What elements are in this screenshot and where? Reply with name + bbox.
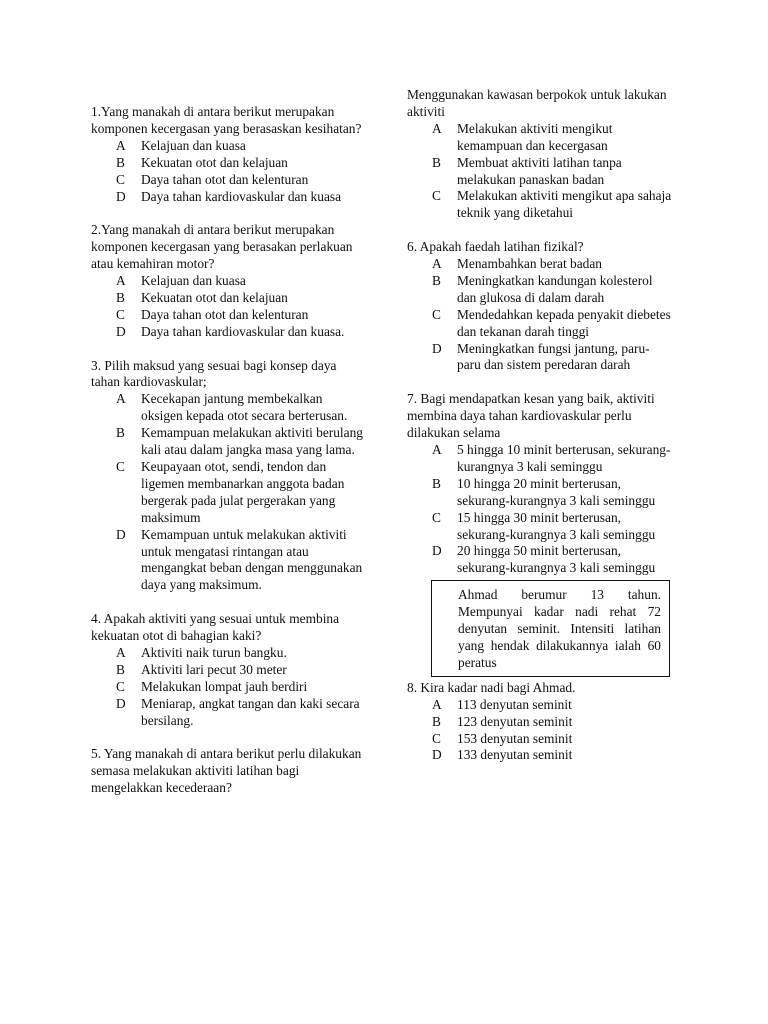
option-a [91, 391, 363, 425]
option-text: Meningkatkan fungsi jantung, paru-paru dan sistem peredaran darah [457, 340, 650, 373]
option-text: Mendedahkan kepada penyakit diebetes dan tekanan darah tinggi [457, 306, 671, 339]
option-b [407, 476, 672, 510]
option-letter: D [116, 188, 126, 204]
option-letter: A [432, 120, 442, 136]
option-text: Melakukan aktiviti mengikut kemampuan dan kecergasan [457, 120, 613, 153]
option-text: Daya tahan kardiovaskular dan kuasa. [141, 323, 345, 339]
option-text: 15 hingga 30 minit berterusan, sekurang-kurangnya 3 kali seminggu [457, 509, 656, 542]
option-letter: C [116, 678, 125, 694]
option-letter: A [432, 696, 442, 712]
question-stem: 1.Yang manakah di antara berikut merupakan komponen kecergasan yang berasaskan kesihatan? [91, 104, 362, 136]
option-text: Menambahkan berat badan [457, 256, 603, 272]
option-letter: D [432, 747, 442, 763]
option-c [407, 307, 672, 341]
option-letter: C [116, 459, 125, 474]
option-d [91, 696, 363, 730]
option-d [91, 527, 363, 595]
option-b [91, 425, 363, 459]
question-stem: 4. Apakah aktiviti yang sesuai untuk membina kekuatan otot di bahagian kaki? [91, 611, 340, 644]
option-text: Kecekapan jantung membekalkan oksigen kepada otot secara berterusan. [141, 391, 348, 424]
option-letter: A [432, 256, 442, 272]
info-box: Ahmad berumur 13 tahun. Mempunyai kadar nadi rehat 72 denyutan seminit. Intensiti latihan yang hendak dilakukannya ialah 60 peratus [431, 580, 670, 677]
option-letter: C [432, 306, 441, 322]
option-text: Kelajuan dan kuasa [141, 137, 246, 153]
question-8 [407, 680, 672, 765]
option-c [91, 307, 363, 324]
option-letter: A [116, 391, 126, 407]
question-stem: 6. Apakah faedah latihan fizikal? [407, 239, 584, 255]
option-c [91, 459, 363, 527]
option-letter: B [432, 272, 441, 288]
option-letter: B [116, 154, 125, 170]
option-text: Kelajuan dan kuasa [141, 273, 246, 289]
option-b [407, 273, 672, 307]
question-4 [91, 611, 363, 729]
option-text: Meningkatkan kandungan kolesterol dan glukosa di dalam darah [457, 272, 653, 305]
option-letter: B [432, 154, 441, 170]
option-c [407, 510, 672, 544]
option-text: 5 hingga 10 minit berterusan, sekurang-kurangnya 3 kali seminggu [457, 442, 671, 474]
question-7 [407, 391, 672, 577]
option-a [91, 273, 363, 290]
option-text: Melakukan lompat jauh berdiri [141, 678, 308, 694]
question-5-option-continuation: Menggunakan kawasan berpokok untuk lakukan aktiviti [407, 87, 667, 119]
option-text: 123 denyutan seminit [457, 713, 573, 729]
option-text: Daya tahan otot dan kelenturan [141, 171, 309, 187]
question-2 [91, 222, 363, 340]
option-a [407, 256, 672, 273]
option-letter: C [116, 306, 125, 322]
option-text: Kekuatan otot dan kelajuan [141, 154, 288, 170]
option-letter: C [432, 188, 441, 204]
option-b [407, 155, 672, 189]
option-text: 10 hingga 20 minit berterusan, sekurang-kurangnya 3 kali seminggu [457, 475, 656, 508]
option-d [407, 341, 672, 375]
option-text: 153 denyutan seminit [457, 730, 573, 746]
option-text: Melakukan aktiviti mengikut apa sahaja teknik yang diketahui [457, 188, 672, 221]
option-a [91, 645, 363, 662]
option-letter: B [432, 713, 441, 729]
option-letter: D [432, 340, 442, 356]
option-letter: C [432, 730, 441, 746]
option-letter: A [116, 273, 126, 289]
option-letter: B [432, 475, 441, 491]
option-a [407, 442, 672, 476]
left-column [91, 104, 363, 814]
question-6 [407, 239, 672, 374]
option-b [91, 662, 363, 679]
option-text: 20 hingga 50 minit berterusan, sekurang-kurangnya 3 kali seminggu [457, 543, 656, 576]
option-letter: D [116, 695, 126, 711]
question-stem: 3. Pilih maksud yang sesuai bagi konsep daya tahan kardiovaskular; [91, 357, 337, 390]
option-text: Kekuatan otot dan kelajuan [141, 289, 288, 305]
question-stem: 7. Bagi mendapatkan kesan yang baik, aktiviti membina daya tahan kardiovaskular perlu dilakukan selama [407, 391, 655, 441]
option-letter: D [116, 526, 126, 542]
option-letter: D [116, 323, 126, 339]
question-5 [91, 746, 363, 797]
option-a [91, 138, 363, 155]
option-letter: B [116, 425, 125, 441]
option-text: Aktiviti lari pecut 30 meter [141, 661, 287, 677]
option-b [407, 714, 672, 731]
option-text: Meniarap, angkat tangan dan kaki secara bersilang. [141, 695, 360, 728]
option-d [407, 543, 672, 577]
option-text: Keupayaan otot, sendi, tendon dan ligemen membanarkan anggota badan bergerak pada julat pergerakan yang maksimum [141, 459, 345, 525]
option-text: 133 denyutan seminit [457, 747, 573, 763]
option-text: Kemampuan melakukan aktiviti berulang kali atau dalam jangka masa yang lama. [141, 425, 363, 458]
option-letter: D [432, 543, 442, 559]
question-5-continuation [407, 87, 672, 222]
option-text: Kemampuan untuk melakukan aktiviti untuk mengatasi rintangan atau mengangkat beban dengan menggunakan daya yang maksimum. [141, 526, 363, 593]
option-letter: C [432, 509, 441, 525]
option-letter: A [116, 137, 126, 153]
question-stem: 8. Kira kadar nadi bagi Ahmad. [407, 679, 576, 695]
question-3 [91, 358, 363, 595]
question-stem: 5. Yang manakah di antara berikut perlu dilakukan semasa melakukan aktiviti latihan bagi mengelakkan kecederaan? [91, 746, 362, 796]
option-text: Membuat aktiviti latihan tanpa melakukan panaskan badan [457, 154, 622, 187]
question-stem: 2.Yang manakah di antara berikut merupakan komponen kecergasan yang berasakan perlakuan atau kemahiran motor? [91, 222, 353, 272]
option-text: 113 denyutan seminit [457, 696, 572, 712]
option-letter: C [116, 171, 125, 187]
option-c [407, 188, 672, 222]
option-d [91, 189, 363, 206]
option-letter: A [432, 442, 442, 457]
option-letter: B [116, 289, 125, 305]
option-a [407, 697, 672, 714]
option-c [91, 172, 363, 189]
option-letter: B [116, 661, 125, 677]
option-text: Aktiviti naik turun bangku. [141, 644, 287, 660]
option-letter: A [116, 644, 126, 660]
right-column [407, 87, 672, 764]
option-c [91, 679, 363, 696]
option-c [407, 731, 672, 748]
option-text: Daya tahan otot dan kelenturan [141, 306, 309, 322]
option-d [91, 324, 363, 341]
option-a [407, 121, 672, 155]
option-d [407, 747, 672, 764]
option-b [91, 290, 363, 307]
option-b [91, 155, 363, 172]
option-text: Daya tahan kardiovaskular dan kuasa [141, 188, 342, 204]
question-1 [91, 104, 363, 205]
